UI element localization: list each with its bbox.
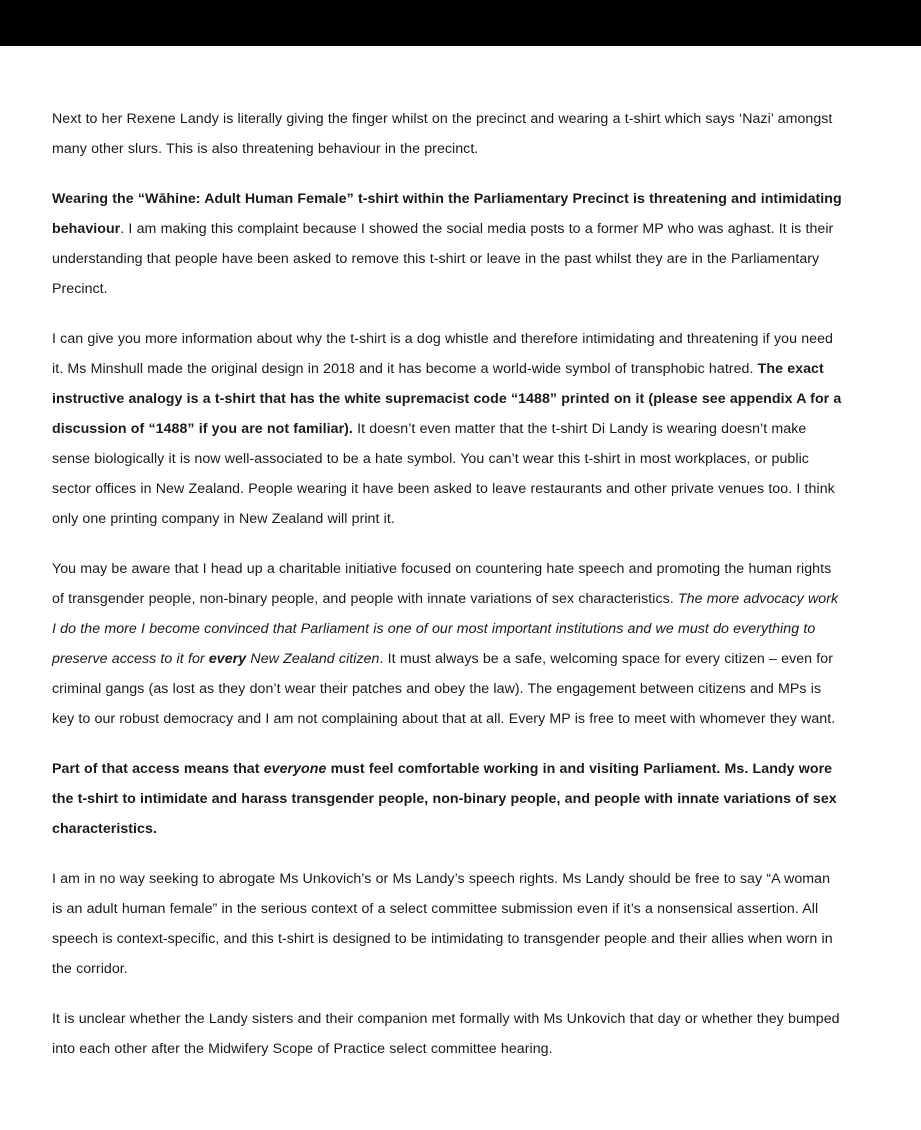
paragraph-5	[52, 754, 842, 844]
paragraph-1	[52, 104, 842, 164]
paragraph-4	[52, 554, 842, 734]
document-body	[52, 104, 842, 1084]
paragraph-2-text: . I am making this complaint because I showed the social media posts to a former MP who was aghast. It is their understanding that people have been asked to remove this t-shirt or leave in the past whilst they are in the Parliamentary Precinct.	[52, 221, 834, 297]
paragraph-7-text: It is unclear whether the Landy sisters and their companion met formally with Ms Unkovich that day or whether they bumped into each other after the Midwifery Scope of Practice select committee hearing.	[52, 1011, 840, 1057]
paragraph-6	[52, 864, 842, 984]
paragraph-4-text-a: You may be aware that I head up a charitable initiative focused on countering hate speech and promoting the human rights of transgender people, non-binary people, and people with innate variations of sex characteristics.	[52, 561, 832, 607]
paragraph-7	[52, 1004, 842, 1064]
paragraph-4-italic-a: The more advocacy work I do the more I become convinced that Parliament is one of our most important institutions and we must do everything to preserve access to it for	[52, 591, 839, 667]
paragraph-2	[52, 184, 842, 304]
paragraph-2-bold-lead: Wearing the “Wāhine: Adult Human Female” t-shirt within the Parliamentary Precinct is threatening and intimidating behaviour	[52, 191, 842, 237]
paragraph-1-text: Next to her Rexene Landy is literally giving the finger whilst on the precinct and wearing a t-shirt which says ‘Nazi’ amongst many other slurs. This is also threatening behaviour in the precinct.	[52, 111, 833, 157]
paragraph-3-bold-analogy: The exact instructive analogy is a t-shirt that has the white supremacist code “1488” printed on it (please see appendix A for a discussion of “1488” if you are not familiar).	[52, 361, 842, 437]
paragraph-5-bold-a: Part of that access means that	[52, 761, 264, 777]
paragraph-4-text-b: . It must always be a safe, welcoming space for every citizen – even for criminal gangs (as lost as they don’t wear their patches and obey the law). The engagement between citizens and MPs is key to our robust democracy and I am not complaining about that at all. Every MP is free to meet with whomever they want.	[52, 651, 836, 727]
top-black-bar	[0, 0, 921, 46]
paragraph-6-text: I am in no way seeking to abrogate Ms Unkovich’s or Ms Landy’s speech rights. Ms Landy should be free to say “A woman is an adult human female” in the serious context of a select committee submission even if it’s a nonsensical assertion. All speech is context-specific, and this t-shirt is designed to be intimidating to transgender people and their allies when worn in the corridor.	[52, 871, 833, 977]
paragraph-3	[52, 324, 842, 534]
paragraph-3-text-b: It doesn’t even matter that the t-shirt Di Landy is wearing doesn’t make sense biologically it is now well-associated to be a hate symbol. You can’t wear this t-shirt in most workplaces, or public sector offices in New Zealand. People wearing it have been asked to leave restaurants and other private venues too. I think only one printing company in New Zealand will print it.	[52, 421, 835, 527]
paragraph-5-bold-b: must feel comfortable working in and visiting Parliament. Ms. Landy wore the t-shirt to intimidate and harass transgender people, non-binary people, and people with innate variations of sex characteristics.	[52, 761, 837, 837]
paragraph-3-text-a: I can give you more information about why the t-shirt is a dog whistle and therefore intimidating and threatening if you need it. Ms Minshull made the original design in 2018 and it has become a world-wide symbol of transphobic hatred.	[52, 331, 833, 377]
paragraph-4-bold-italic-every: every	[208, 651, 247, 667]
paragraph-5-bold-italic-everyone: everyone	[263, 761, 327, 777]
paragraph-4-italic-b: New Zealand citizen	[246, 651, 380, 667]
